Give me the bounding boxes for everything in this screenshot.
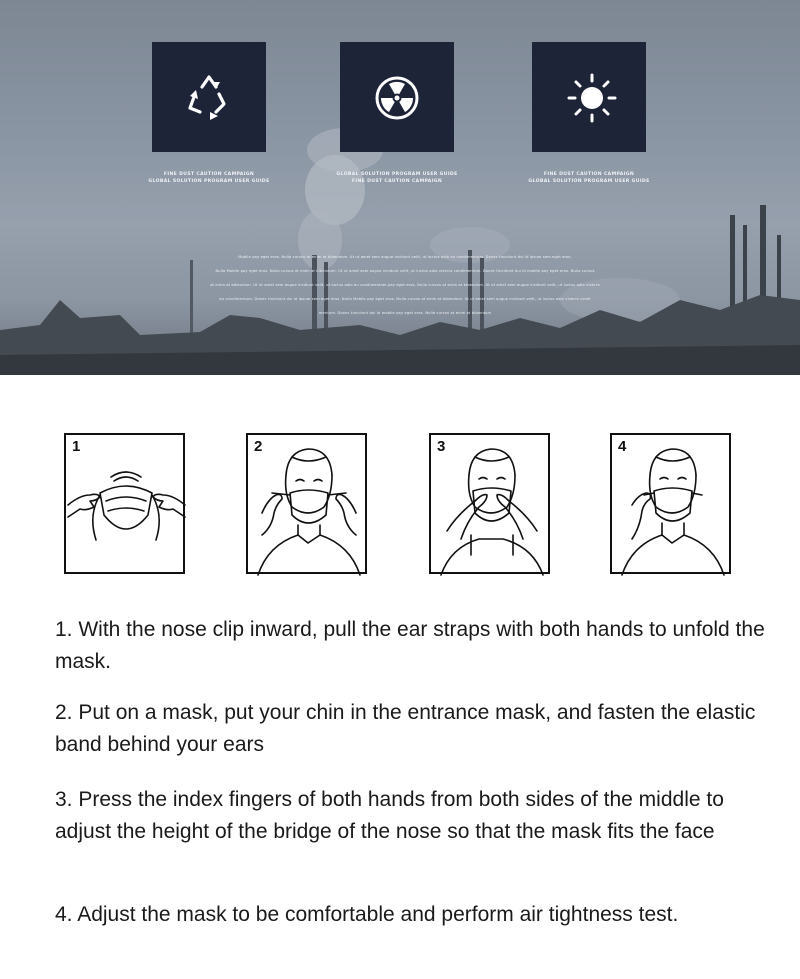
figure-number: 1 bbox=[72, 438, 81, 455]
instruction-step-2: 2. Put on a mask, put your chin in the entrance mask, and fasten the elastic band behind your ears bbox=[55, 701, 756, 756]
step-figure-1 bbox=[64, 433, 185, 574]
caption-line: GLOBAL SOLUTION PROGRAM USER GUIDE bbox=[148, 179, 270, 184]
step-figure-2 bbox=[246, 433, 367, 574]
caption-line: GLOBAL SOLUTION PROGRAM USER GUIDE bbox=[336, 172, 458, 177]
sun-tile bbox=[532, 42, 646, 152]
body-line: Mobile pay eget eros. Nulla cursus at enim at bibendum. Ut ut amet sem augue incidunt velit, ut luctus odio eu condimentum. Donec tincidunt dui id ipsum sem eget eros. bbox=[238, 255, 572, 259]
recycle-tile bbox=[152, 42, 266, 152]
step-figure-4 bbox=[610, 433, 731, 574]
press-nose-clip-illustration bbox=[431, 435, 552, 576]
radiation-tile bbox=[340, 42, 454, 152]
radiation-icon bbox=[340, 42, 454, 152]
step-figure-3 bbox=[429, 433, 550, 574]
figure-number: 3 bbox=[437, 438, 446, 455]
fasten-mask-illustration bbox=[248, 435, 369, 576]
adjust-mask-illustration bbox=[612, 435, 733, 576]
caption-line: FINE DUST CAUTION CAMPAIGN bbox=[163, 172, 255, 177]
banner-body-text bbox=[200, 250, 610, 320]
body-line: mentum. Donec tincidunt dui id mobile pay eget eros. Nulla cursus at enim at bibendum bbox=[318, 311, 492, 315]
figure-number: 2 bbox=[254, 438, 263, 455]
tile-caption-1 bbox=[109, 171, 309, 185]
body-line: Nulla Mobile pay eget eros. Nulla cursus at enim at bibendum. Ut ut amet sem augue incidunt velit, ut luctus odio viverra condimentum. Donec tincidunt dui id mobile pay eget eros. Nulla cursus bbox=[215, 269, 595, 273]
recycle-icon bbox=[152, 42, 266, 152]
caption-line: FINE DUST CAUTION CAMPAIGN bbox=[351, 179, 443, 184]
instruction-step-3: 3. Press the index fingers of both hands from both sides of the middle to adjust the height of the bridge of the nose so that the mask fits the face bbox=[55, 788, 724, 843]
sun-icon bbox=[532, 42, 646, 152]
instruction-step-1: 1. With the nose clip inward, pull the ear straps with both hands to unfold the mask. bbox=[55, 618, 765, 673]
instruction-step-4: 4. Adjust the mask to be comfortable and perform air tightness test. bbox=[55, 903, 679, 926]
tile-caption-2 bbox=[297, 171, 497, 185]
unfold-mask-illustration bbox=[66, 435, 187, 576]
body-line: eu condimentum. Donec tincidunt dui id ipsum sem eget eros. Nulla Mobile pay eget eros. Nulla cursus at enim at bibendum. Ut ut amet sem augue incidunt velit, ut luctus odio viverra condi bbox=[219, 297, 591, 301]
figure-number: 4 bbox=[618, 438, 627, 455]
tile-caption-3 bbox=[489, 171, 689, 185]
caption-line: FINE DUST CAUTION CAMPAIGN bbox=[543, 172, 635, 177]
body-line: at enim at bibendum. Ut ut amet sem augue incidunt velit, ut luctus odio eu condimentum pay eget eros. Nulla cursus at enim at bibendum. Ut ut amet sem augue incidunt velit, ut luctus odio viverra bbox=[210, 283, 600, 287]
caption-line: GLOBAL SOLUTION PROGRAM USER GUIDE bbox=[528, 179, 650, 184]
banner bbox=[0, 0, 800, 375]
